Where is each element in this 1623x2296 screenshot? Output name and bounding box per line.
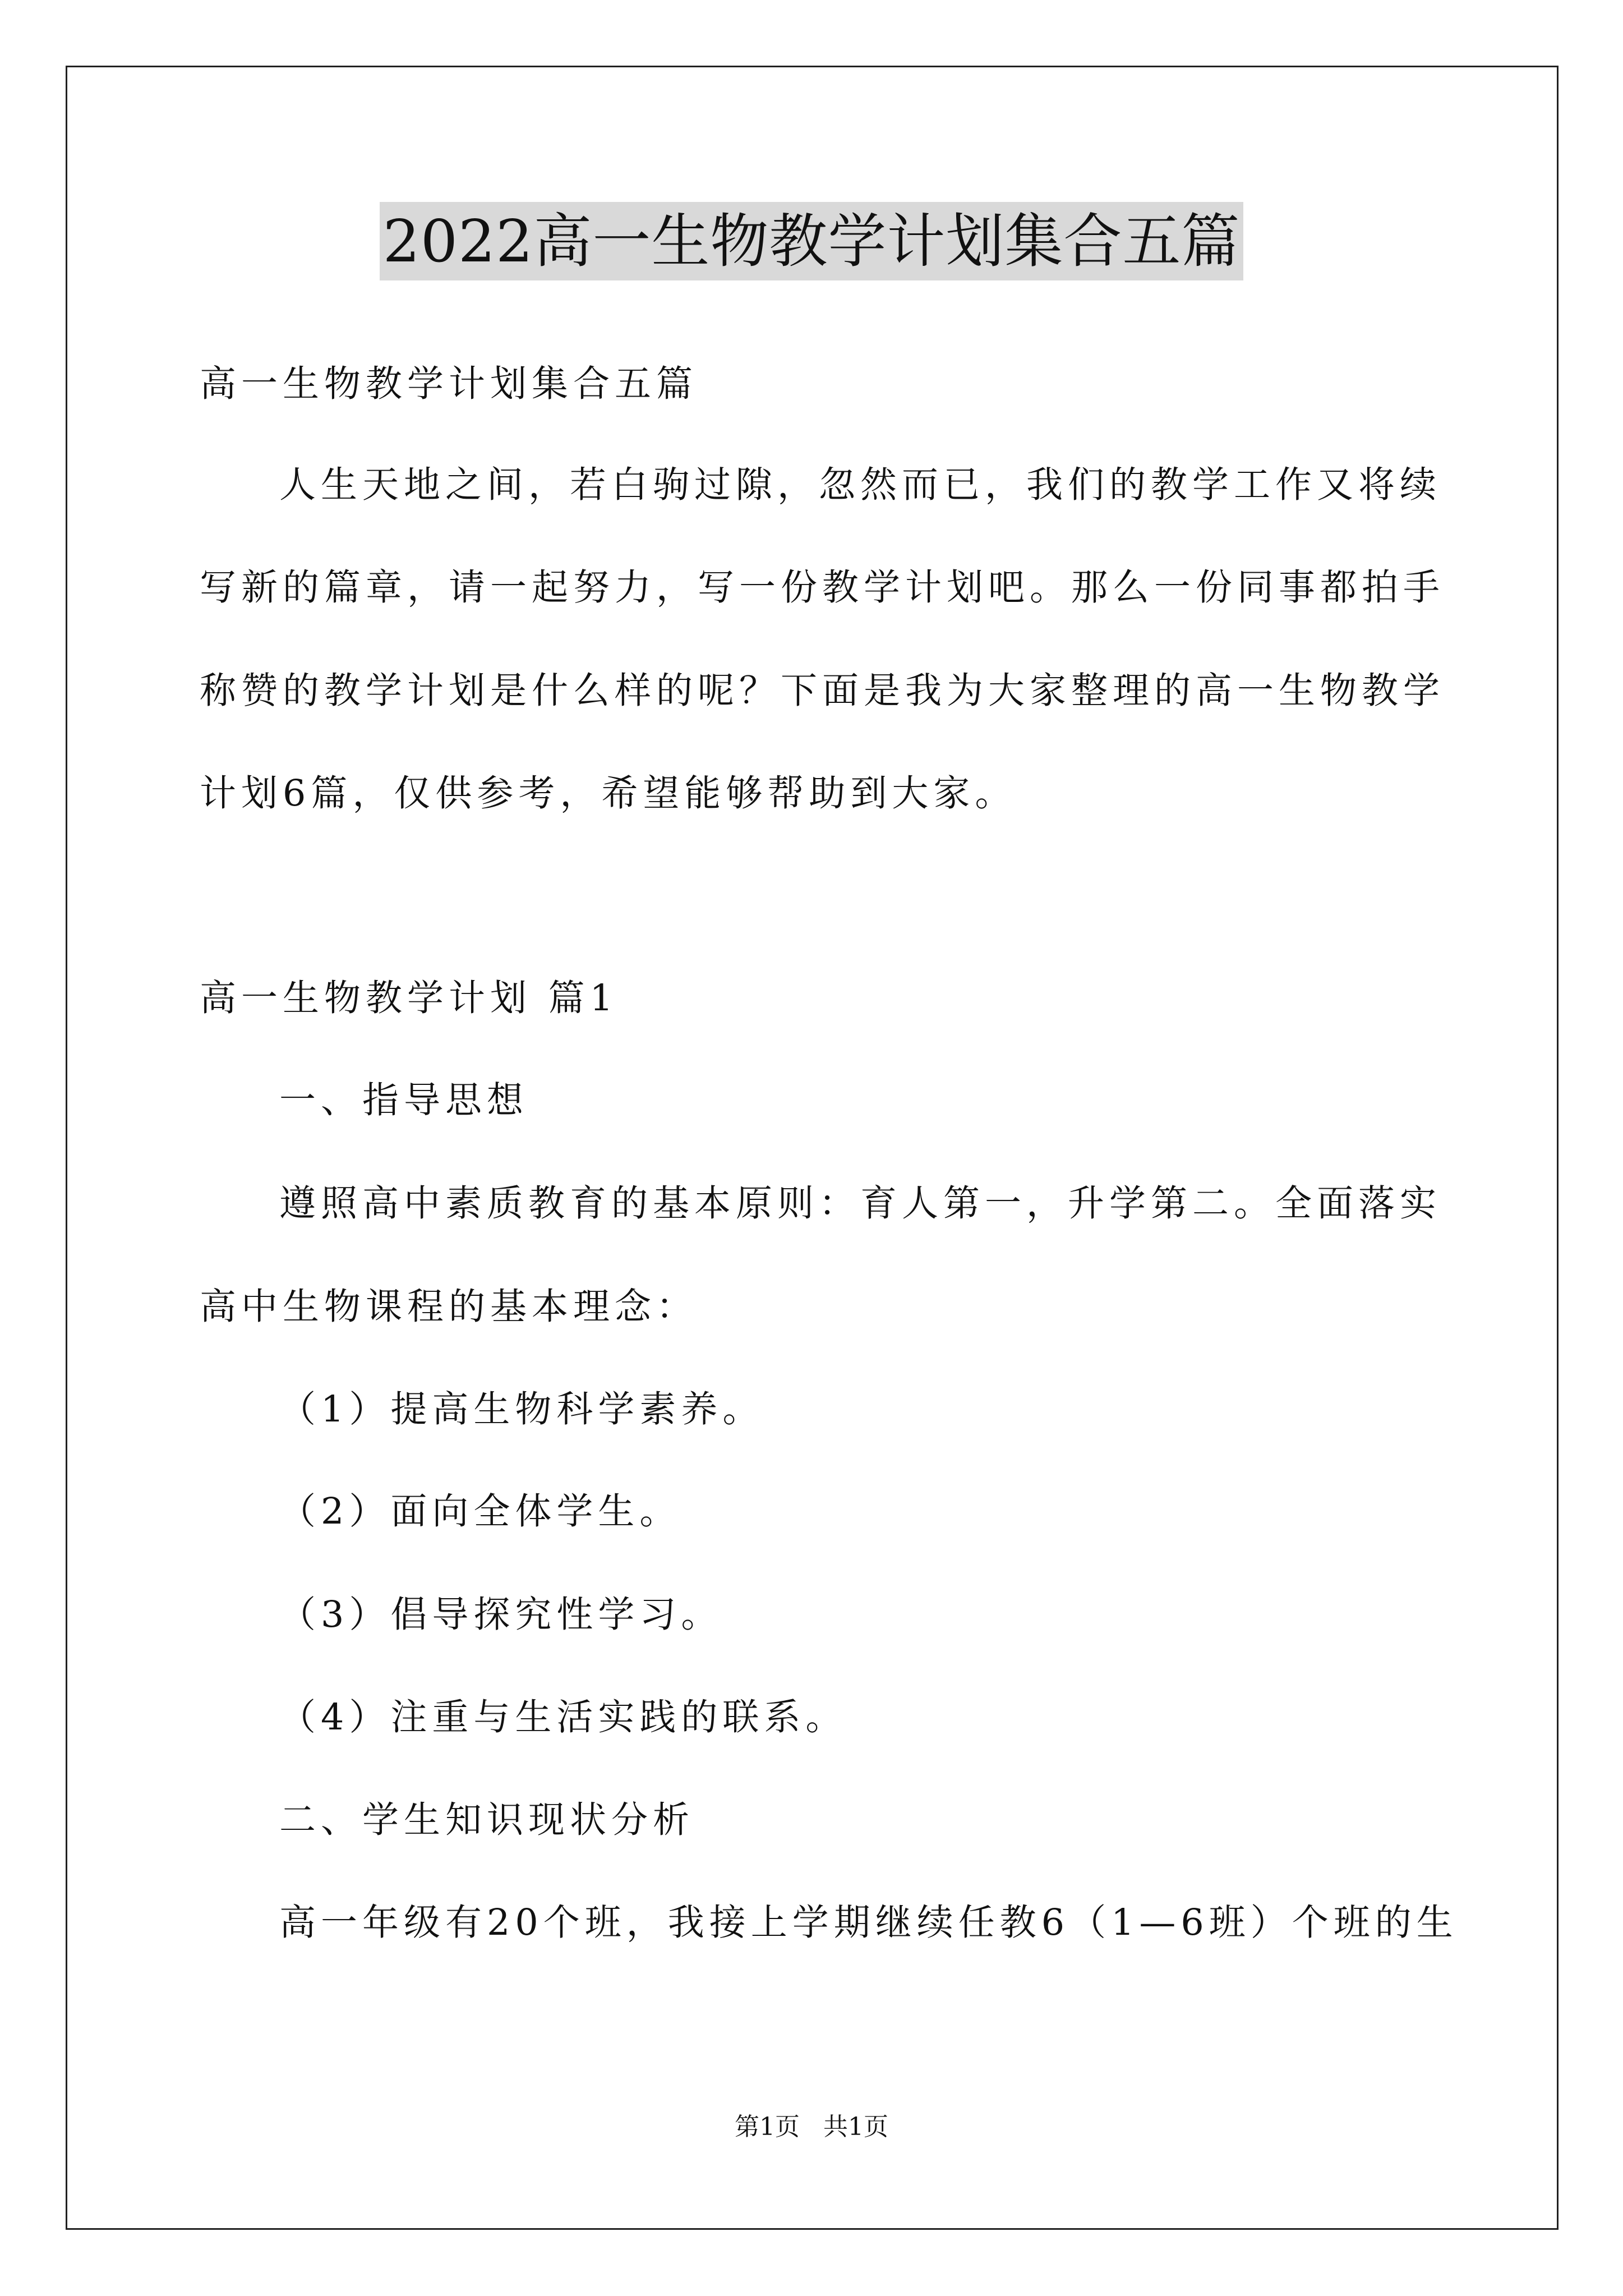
paragraph-line: 计划6篇，仅供参考，希望能够帮助到大家。 <box>200 772 1017 815</box>
list-item: （4）注重与生活实践的联系。 <box>279 1696 847 1738</box>
list-item: （3）倡导探究性学习。 <box>279 1594 723 1636</box>
paragraph-line: 人生天地之间，若白驹过隙，忽然而已，我们的教学工作又将续 <box>279 464 1442 506</box>
section-heading: 高一生物教学计划 篇1 <box>200 977 619 1019</box>
paragraph-line: 遵照高中素质教育的基本原则：育人第一，升学第二。全面落实 <box>279 1182 1442 1225</box>
paragraph-line: 称赞的教学计划是什么样的呢？下面是我为大家整理的高一生物教学 <box>200 670 1445 712</box>
subsection-heading: 二、学生知识现状分析 <box>279 1799 695 1841</box>
page-number: 第1页 <box>735 2113 800 2141</box>
list-item: （2）面向全体学生。 <box>279 1490 681 1533</box>
paragraph-line: 写新的篇章，请一起努力，写一份教学计划吧。那么一份同事都拍手 <box>200 567 1445 609</box>
subsection-heading: 一、指导思想 <box>279 1079 529 1121</box>
title-container <box>0 202 1623 280</box>
document-title: 2022高一生物教学计划集合五篇 <box>380 202 1244 280</box>
list-item: （1）提高生物科学素养。 <box>279 1388 764 1430</box>
paragraph-line: 高中生物课程的基本理念： <box>200 1286 698 1328</box>
page-footer <box>0 2110 1623 2144</box>
subtitle-line: 高一生物教学计划集合五篇 <box>200 363 698 405</box>
page-total: 共1页 <box>823 2113 888 2141</box>
paragraph-line: 高一年级有20个班，我接上学期继续任教6（1—6班）个班的生 <box>279 1902 1458 1944</box>
